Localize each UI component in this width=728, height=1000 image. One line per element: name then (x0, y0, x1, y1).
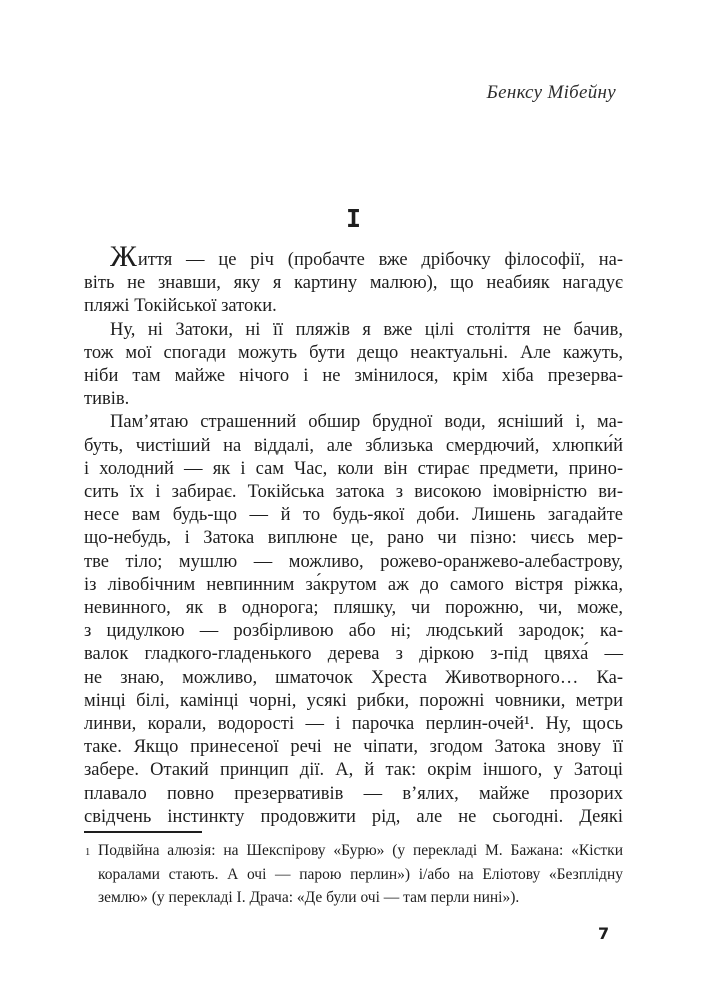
text-line: тве тіло; мушлю — можливо, рожево-оранжево-алебастрову, (84, 551, 623, 572)
text-line: ніби там майже нічого і не змінилося, крім хіба презерва- (84, 366, 623, 387)
footnote-marker: 1 (85, 847, 91, 858)
text-line: забере. Отакий принцип дії. А, й так: окрім іншого, у Затоці (84, 760, 623, 781)
text-line: мінці білі, камінці чорні, усякі рибки, порожні човники, метри (84, 690, 623, 711)
text-line: із лівобічним невпинним за́крутом аж до самого вістря ріжка, (84, 574, 623, 595)
body-text (84, 240, 623, 829)
text-line: і холодний — як і сам Час, коли він стирає предмети, прино- (84, 458, 623, 479)
text-line: таке. Якщо принесеної речі не чіпати, згодом Затока знову її (84, 737, 623, 758)
text-line: тивів. (84, 389, 130, 410)
text-line: що-небудь, і Затока виплюне це, рано чи пізно: чиєсь мер- (84, 528, 623, 549)
text-line: пляжі Токійської затоки. (84, 296, 277, 317)
initial-letter: Ж (110, 240, 137, 273)
page-number: 7 (598, 924, 610, 943)
dedication-text: Бенксу Мібейну (486, 82, 616, 103)
text-line: не знаю, можливо, шматочок Хреста Животворного… Ка- (84, 667, 623, 688)
text-line: Подвійна алюзія: на Шекспірову «Бурю» (у перекладі М. Бажана: «Кістки (98, 842, 623, 859)
text-line: сить їх і забирає. Токійська затока з високою імовірністю ви- (84, 482, 623, 503)
footnote-divider (84, 831, 202, 833)
text-line: свідчень інстинкту продовжити рід, але не сьогодні. Деякі (84, 806, 623, 827)
text-line: коралами стають. А очі — парою перлин») і/або на Еліотову «Безплідну (98, 865, 623, 883)
footnote-text (98, 839, 623, 910)
text-line: плавало повно презервативів — в’ялих, майже прозорих (84, 783, 623, 804)
text-line: валок гладкого-гладенького дерева з діркою з-під цвяха́ — (84, 644, 623, 665)
text-line: буть, чистіший на віддалі, але зблизька смердючий, хлюпки́й (84, 435, 623, 456)
text-line: тож мої спогади можуть бути дещо неактуальні. Але кажуть, (84, 342, 623, 363)
text-line: землю» (у перекладі І. Драча: «Де були очі — там перли нині»). (98, 889, 520, 906)
text-line: з цидулкою — розбірливою або ні; людський зародок; ка- (84, 621, 623, 642)
text-line: Пам’ятаю страшенний обшир брудної води, ясніший і, ма- (110, 412, 623, 433)
footnote (84, 839, 623, 910)
chapter-heading: I (345, 204, 362, 233)
text-line: Ну, ні Затоки, ні її пляжів я вже цілі століття не бачив, (110, 319, 623, 340)
text-line: віть не знавши, яку я картину малюю), що неабияк нагадує (84, 273, 623, 294)
text-line: несе вам будь-що — й то будь-якої доби. Лишень загадайте (84, 505, 623, 526)
text-line: Життя — це річ (пробачте вже дрібочку філософії, на- (110, 240, 623, 273)
text-line: линви, корали, водорості — і парочка перлин-очей¹. Ну, щось (84, 714, 623, 735)
text-line: невинного, як в однорога; пляшку, чи порожню, чи, може, (84, 598, 623, 619)
